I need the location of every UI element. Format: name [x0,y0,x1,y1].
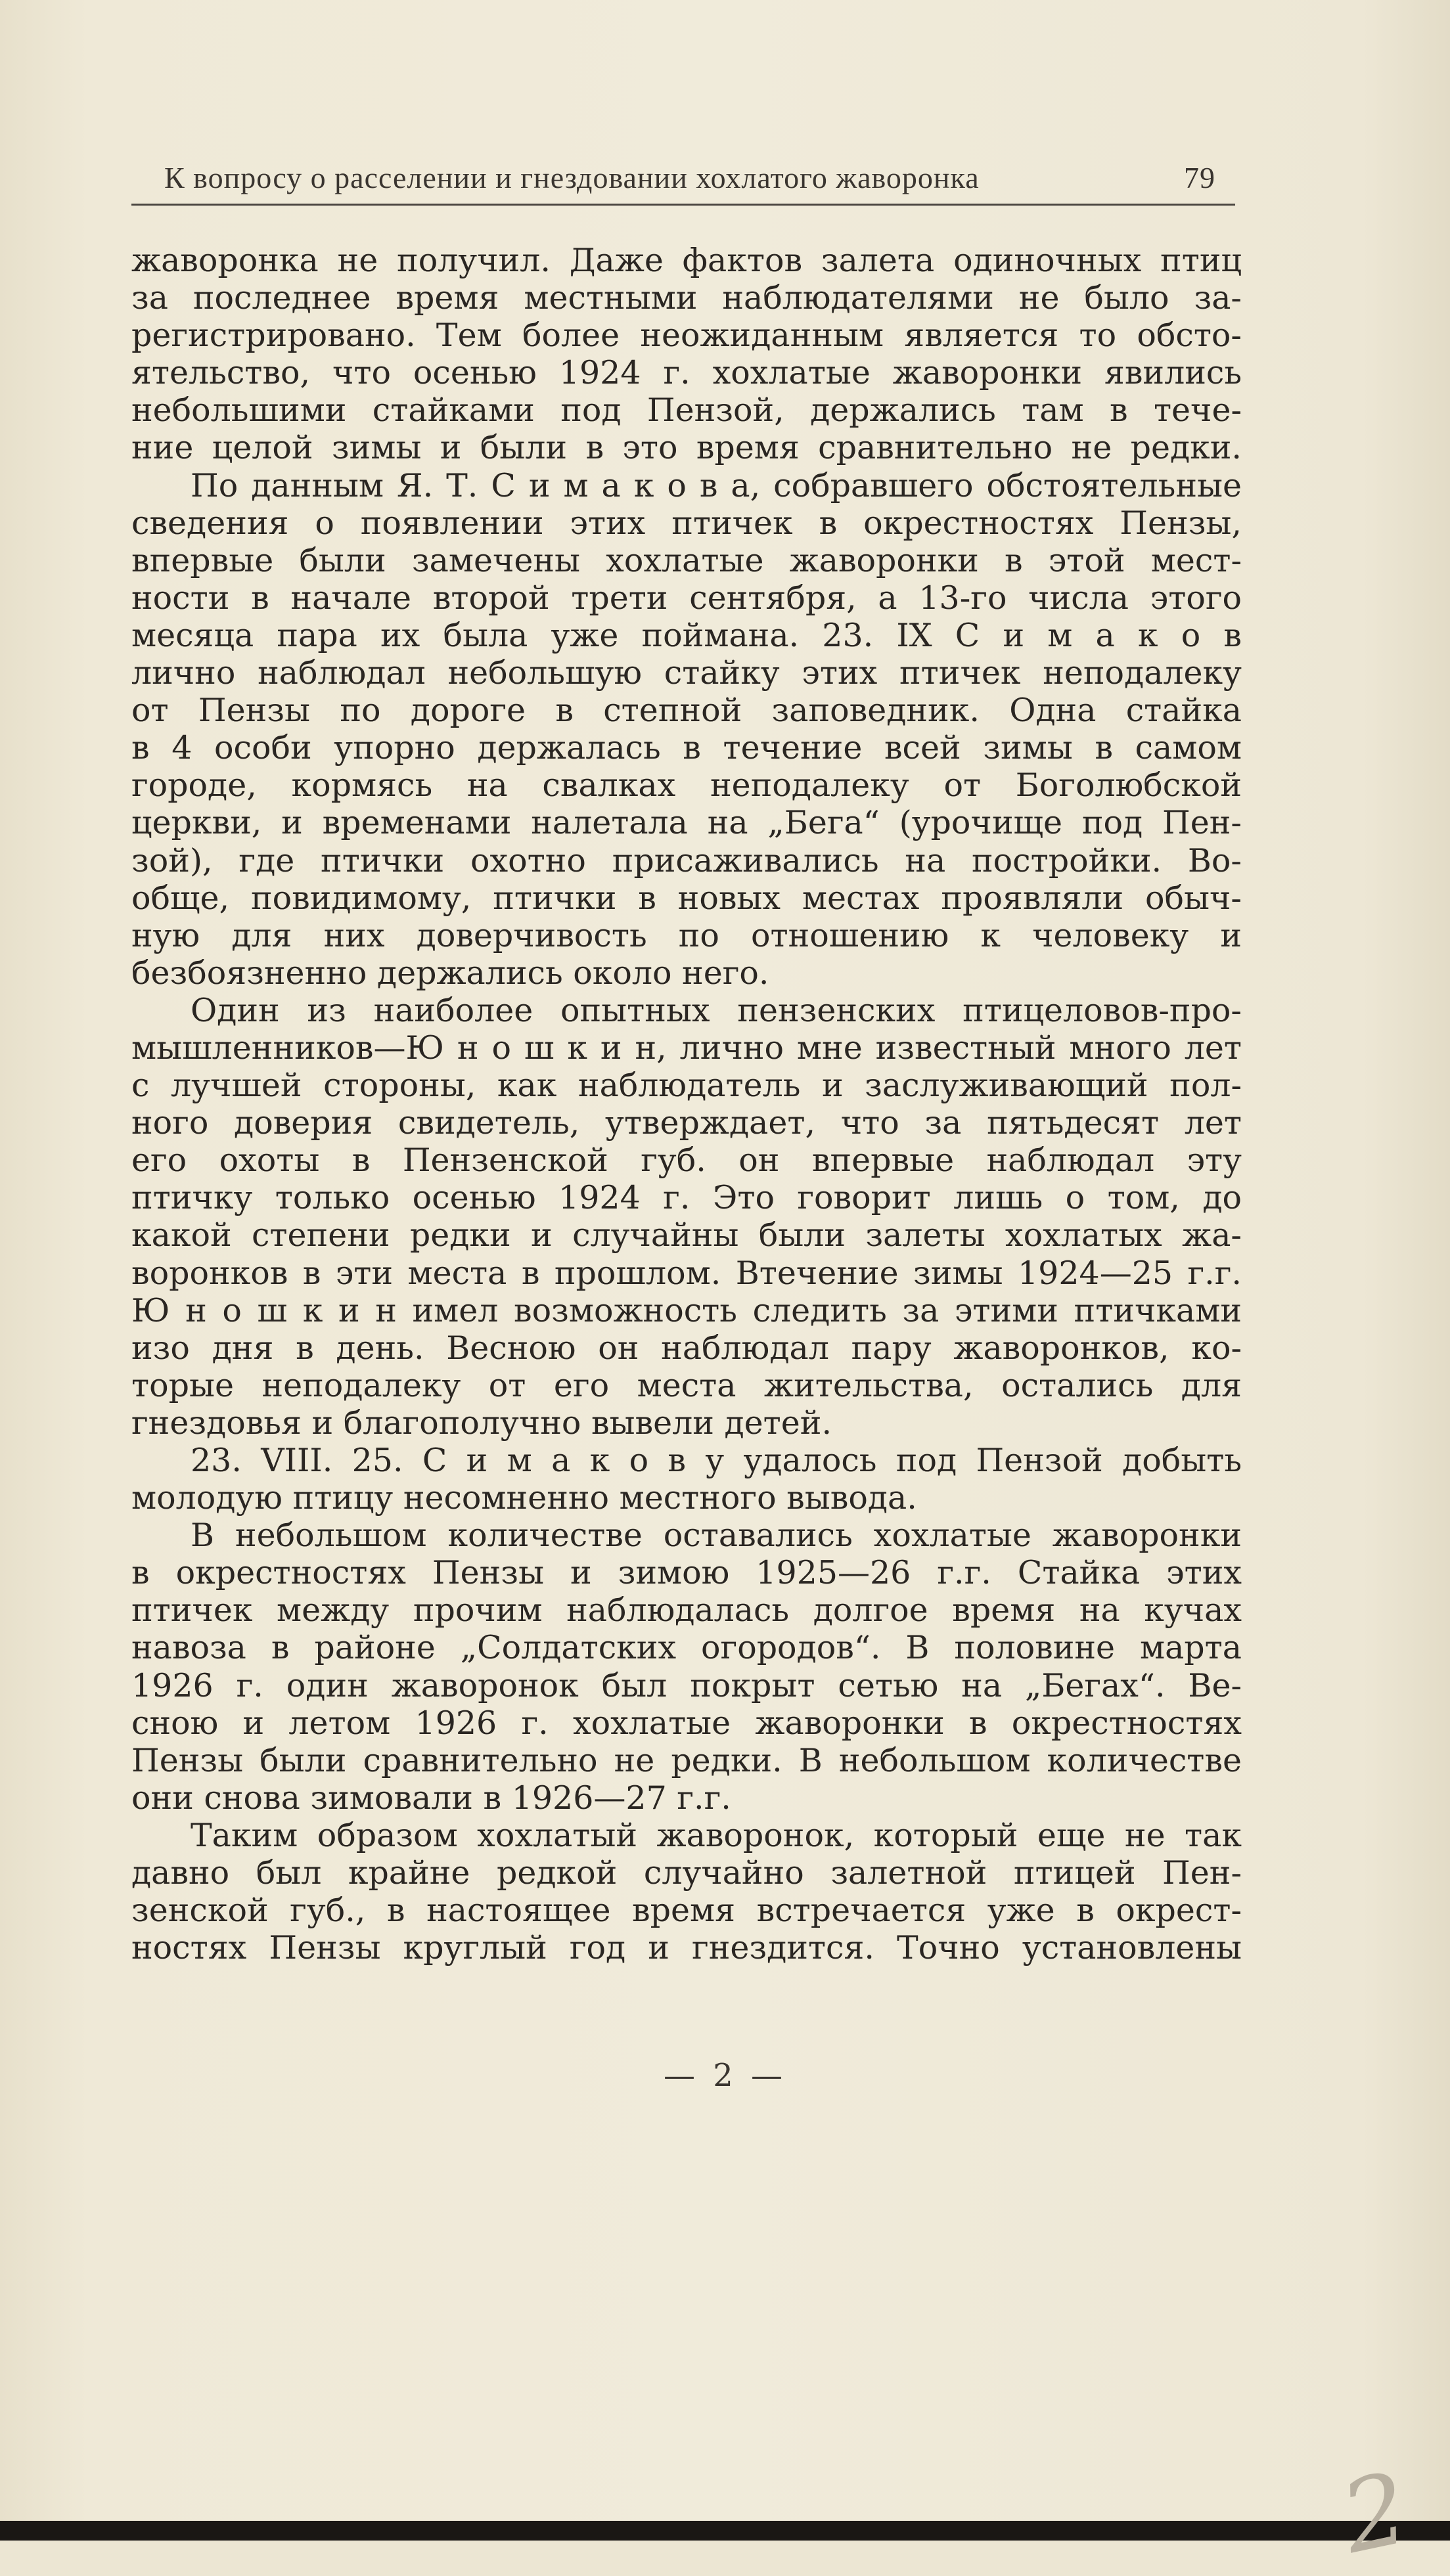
text-line: какой степени редки и случайны были залеты хохлатых жа- [131,1216,1242,1255]
text-line: 1926 г. один жаворонок был покрыт сетью на „Бегах“. Ве- [131,1666,1242,1704]
text-line: жаворонка не получил. Даже фактов залета одиночных птиц [131,242,1242,279]
page-number: 79 [1184,161,1215,194]
text-line: давно был крайне редкой случайно залетной птицей Пен- [131,1854,1242,1892]
text-line: зой), где птички охотно присаживались на постройки. Во- [131,841,1242,879]
scan-border [0,2521,1450,2541]
text-line: Таким образом хохлатый жаворонок, который еще не так [191,1816,1242,1854]
text-line: Один из наиболее опытных пензенских птицеловов-про- [191,991,1242,1029]
text-line: церкви, и временами налетала на „Бега“ (урочище под Пен- [131,804,1242,842]
running-head [131,158,1235,206]
text-line: они снова зимовали в 1926—27 г.г. [131,1779,731,1817]
text-line: ние целой зимы и были в это время сравнительно не редки. [131,429,1242,467]
text-line: с лучшей стороны, как наблюдатель и заслуживающий пол- [131,1067,1242,1105]
text-line: месяца пара их была уже поймана. 23. IX С и м а к о в [131,616,1242,654]
text-line: ности в начале второй трети сентября, а 13-го числа этого [131,579,1242,617]
text-line: ную для них доверчивость по отношению к человеку и [131,916,1242,954]
text-line: зенской губ., в настоящее время встречается уже в окрест- [131,1892,1242,1930]
text-line: ностях Пензы круглый год и гнездится. Точно установлены [131,1929,1242,1967]
text-line: молодую птицу несомненно местного вывода. [131,1479,917,1517]
text-line: городе, кормясь на свалках неподалеку от Боголюбской [131,766,1242,805]
text-line: впервые были замечены хохлатые жаворонки в этой мест- [131,541,1242,579]
text-line: Ю н о ш к и н имел возможность следить за этими птичками [131,1291,1242,1329]
text-line: сведения о появлении этих птичек в окрестностях Пензы, [131,504,1242,542]
text-line: от Пензы по дороге в степной заповедник. Одна стайка [131,692,1242,730]
running-head-title: К вопросу о расселении и гнездовании хохлатого жаворонка [164,161,980,194]
text-line: его охоты в Пензенской губ. он впервые наблюдал эту [131,1142,1242,1180]
text-line: сною и летом 1926 г. хохлатые жаворонки в окрестностях [131,1704,1242,1742]
text-line: По данным Я. Т. С и м а к о в а, собравшего обстоятельные [191,466,1242,504]
text-line: птичку только осенью 1924 г. Это говорит лишь о том, до [131,1179,1242,1217]
text-line: ятельство, что осенью 1924 г. хохлатые жаворонки явились [131,354,1242,392]
text-line: мышленников—Ю н о ш к и н, лично мне известный много лет [131,1029,1242,1067]
text-line: птичек между прочим наблюдалась долгое время на кучах [131,1591,1242,1630]
text-line: обще, повидимому, птички в новых местах проявляли обыч- [131,879,1242,917]
text-line: гнездовья и благополучно вывели детей. [131,1404,832,1442]
text-line: ного доверия свидетель, утверждает, что за пятьдесят лет [131,1104,1242,1142]
signature-mark: — 2 — [663,2057,787,2094]
text-line: Пензы были сравнительно не редки. В небольшом количестве [131,1741,1242,1779]
text-line: в окрестностях Пензы и зимою 1925—26 г.г. Стайка этих [131,1554,1242,1592]
text-line: навоза в районе „Солдатских огородов“. В половине марта [131,1629,1242,1667]
text-line: В небольшом количестве оставались хохлатые жаворонки [191,1517,1242,1555]
text-line: лично наблюдал небольшую стайку этих птичек неподалеку [131,654,1242,692]
text-line: 23. VIII. 25. С и м а к о в у удалось под Пензой добыть [191,1442,1242,1479]
text-line: регистрировано. Тем более неожиданным является то обсто- [131,317,1242,355]
text-line: торые неподалеку от его места жительства, остались для [131,1366,1242,1404]
text-line: за последнее время местными наблюдателями не было за- [131,279,1242,317]
text-line: в 4 особи упорно держалась в течение всей зимы в самом [131,729,1242,767]
text-line: безбоязненно держались около него. [131,954,769,992]
text-line: изо дня в день. Весною он наблюдал пару жаворонков, ко- [131,1329,1242,1367]
body-text [131,242,1242,1966]
handwritten-page-number: 2 [1332,2451,1418,2576]
text-line: воронков в эти места в прошлом. Втечение зимы 1924—25 г.г. [131,1254,1242,1292]
text-line: небольшими стайками под Пензой, держались там в тече- [131,391,1242,430]
